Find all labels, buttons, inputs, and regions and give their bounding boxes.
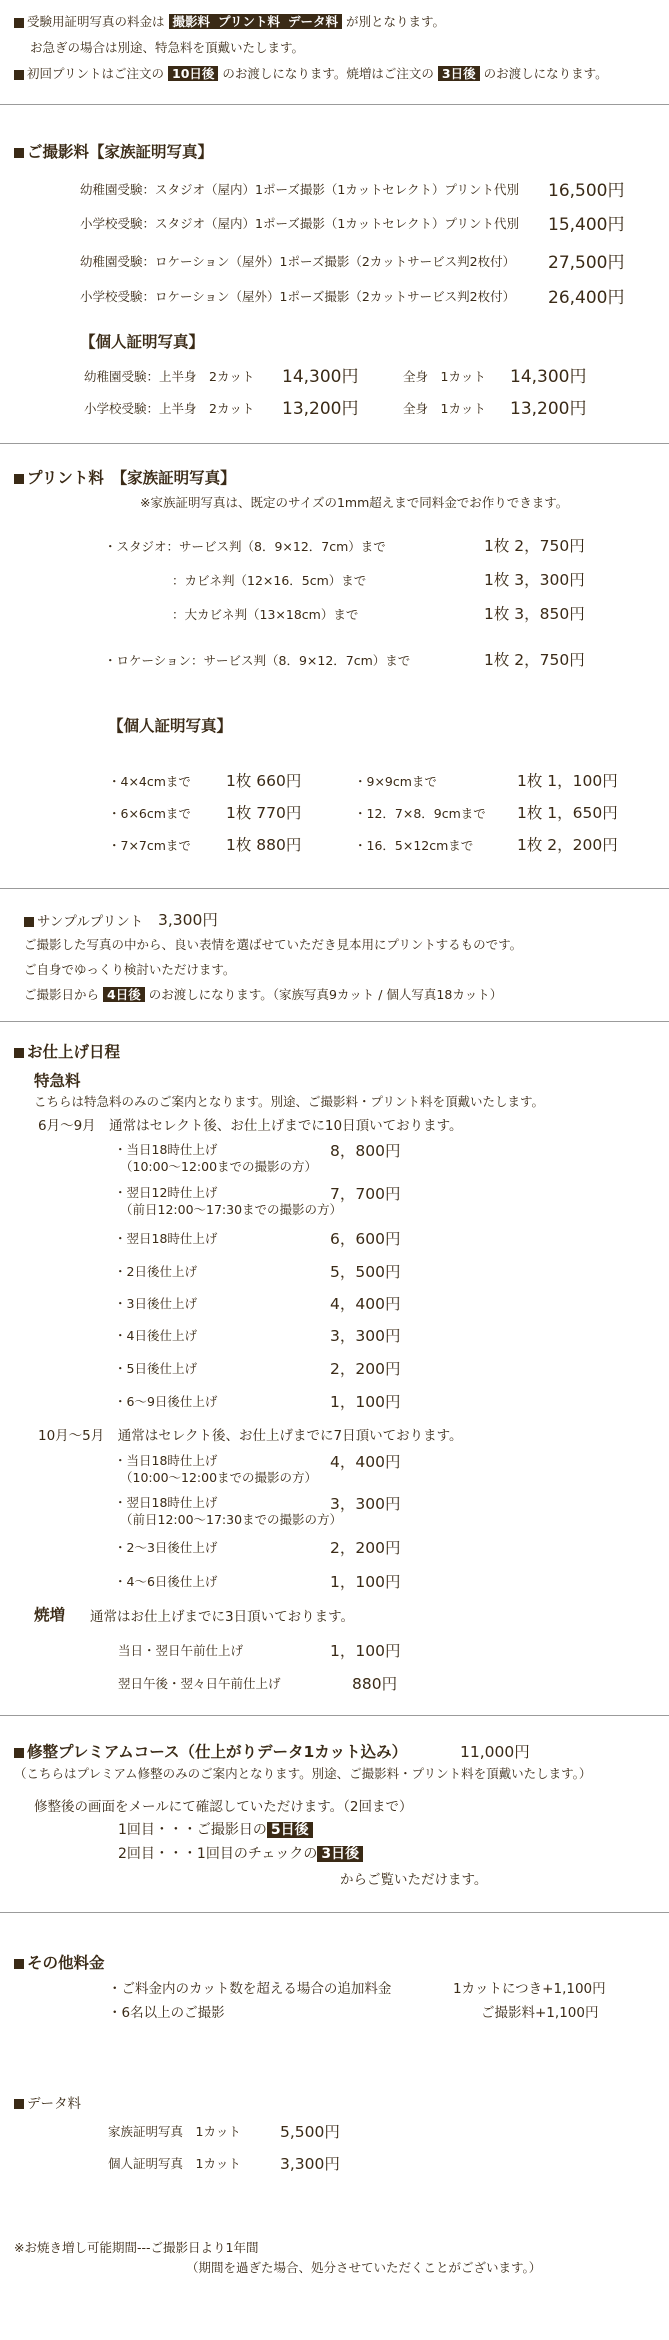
shooting-item: 小学校受験：ロケーション（屋外）1ポーズ撮影（2カットサービス判2枚付）: [80, 289, 516, 304]
other-price: 1カットにつき+1,100円: [453, 1981, 606, 1997]
winter-item: ・当日18時仕上げ: [114, 1453, 218, 1468]
shooting-price: 27,500円: [548, 253, 625, 273]
personal-shooting-price-2: 13,200円: [510, 399, 587, 419]
square-bullet-icon: [14, 474, 24, 484]
winter-price: 1，100円: [330, 1573, 401, 1591]
divider: [0, 888, 669, 889]
print-price: 1枚 3，300円: [484, 571, 585, 589]
summer-price: 7，700円: [330, 1185, 401, 1203]
personal-print-price: 1枚 770円: [226, 804, 302, 822]
personal-print-size: ・7×7cmまで: [108, 838, 191, 853]
summer-price: 8，800円: [330, 1142, 401, 1160]
square-bullet-icon: [24, 917, 34, 927]
section-title-schedule: お仕上げ日程: [14, 1040, 120, 1062]
personal-shooting-label-2: 全身 1カット: [403, 401, 486, 416]
reprint-price: 1，100円: [330, 1642, 401, 1660]
tag-4-days: 4日後: [103, 987, 145, 1002]
tag-10-days: 10日後: [168, 66, 218, 81]
summer-item: ・翌日12時仕上げ: [114, 1185, 218, 1200]
summer-item: ・当日18時仕上げ: [114, 1142, 218, 1157]
other-item: ・ご料金内のカット数を超える場合の追加料金: [108, 1981, 392, 1997]
print-item: ：カビネ判（12×16．5cm）まで: [172, 573, 367, 588]
personal-print-size-2: ・12．7×8．9cmまで: [354, 806, 486, 821]
summer-item: ・4日後仕上げ: [114, 1328, 197, 1343]
summer-item-note: （前日12:00～17:30までの撮影の方）: [120, 1202, 343, 1217]
reprint-item: 当日・翌日午前仕上げ: [118, 1643, 244, 1658]
footer-line-1: ※お焼き増し可能期間---ご撮影日より1年間: [14, 2240, 259, 2255]
summer-item: ・3日後仕上げ: [114, 1296, 197, 1311]
data-price: 3,300円: [280, 2155, 340, 2173]
personal-shooting-price: 13,200円: [282, 399, 359, 419]
print-price: 1枚 3，850円: [484, 605, 585, 623]
summer-price: 2，200円: [330, 1360, 401, 1378]
summer-item: ・5日後仕上げ: [114, 1361, 197, 1376]
subsection-title-personal-print: 【個人証明写真】: [108, 717, 233, 735]
summer-price: 5，500円: [330, 1263, 401, 1281]
summer-price: 6，600円: [330, 1230, 401, 1248]
shooting-price: 15,400円: [548, 215, 625, 235]
square-bullet-icon: [14, 148, 24, 158]
shooting-price: 26,400円: [548, 288, 625, 308]
sample-line-2: ご自身でゆっくり検討いただけます。: [24, 962, 236, 977]
personal-print-price: 1枚 880円: [226, 836, 302, 854]
print-price: 1枚 2，750円: [484, 651, 585, 669]
print-item: ・ロケーション：サービス判（8．9×12．7cm）まで: [104, 653, 411, 668]
reprint-note: 通常はお仕上げまでに3日頂いております。: [90, 1609, 355, 1625]
tag-5-days: 5日後: [267, 1822, 313, 1838]
print-note: ※家族証明写真は、既定のサイズの1mm超えまで同料金でお作りできます。: [140, 495, 569, 510]
winter-title: 10月～5月 通常はセレクト後、お仕上げまでに7日頂いております。: [38, 1428, 463, 1444]
print-price: 1枚 2，750円: [484, 537, 585, 555]
footer-line-2: （期間を過ぎた場合、処分させていただくことがございます。）: [186, 2260, 542, 2275]
premium-line-3: 2回目・・・1回目のチェックの 3日後: [118, 1843, 363, 1863]
intro-line-3: 初回プリントはご注文の 10日後 のお渡しになります。焼増はご注文の 3日後 のお渡しになります。: [14, 64, 608, 82]
winter-item-note: （10:00～12:00までの撮影の方）: [120, 1470, 318, 1485]
personal-print-price-2: 1枚 2，200円: [517, 836, 618, 854]
premium-note: （こちらはプレミアム修整のみのご案内となります。別途、ご撮影料・プリント料を頂戴いたします。）: [14, 1766, 592, 1781]
tag-3-days-check: 3日後: [317, 1846, 363, 1862]
divider: [0, 1021, 669, 1022]
personal-print-price: 1枚 660円: [226, 772, 302, 790]
summer-price: 1，100円: [330, 1393, 401, 1411]
square-bullet-icon: [14, 1748, 24, 1758]
divider: [0, 1715, 669, 1716]
personal-shooting-label: 小学校受験：上半身 2カット: [84, 401, 255, 416]
reprint-price: 880円: [352, 1675, 398, 1693]
shooting-item: 小学校受験：スタジオ（屋内）1ポーズ撮影（1カットセレクト）プリント代別: [80, 216, 520, 231]
personal-print-size-2: ・16．5×12cmまで: [354, 838, 474, 853]
summer-price: 4，400円: [330, 1295, 401, 1313]
divider: [0, 443, 669, 444]
section-title-premium: 修整プレミアムコース（仕上がりデータ1カット込み）: [14, 1740, 407, 1762]
winter-price: 2，200円: [330, 1539, 401, 1557]
sample-price: 3,300円: [158, 911, 218, 929]
section-title-shooting: ご撮影料【家族証明写真】: [14, 140, 213, 162]
shooting-price: 16,500円: [548, 181, 625, 201]
premium-price: 11,000円: [460, 1743, 530, 1761]
premium-line-1: 修整後の画面をメールにて確認していただけます。（2回まで）: [34, 1799, 413, 1815]
print-item: ・スタジオ：サービス判（8．9×12．7cm）まで: [104, 539, 386, 554]
summer-item: ・2日後仕上げ: [114, 1264, 197, 1279]
reprint-title: 焼増: [34, 1606, 66, 1624]
personal-print-size-2: ・9×9cmまで: [354, 774, 437, 789]
square-bullet-icon: [14, 1048, 24, 1058]
sample-line-1: ご撮影した写真の中から、良い表情を選ばせていただき見本用にプリントするものです。: [24, 937, 523, 952]
personal-shooting-label: 幼稚園受験：上半身 2カット: [84, 369, 255, 384]
tag-data-fee: データ料: [284, 14, 342, 29]
winter-price: 3，300円: [330, 1495, 401, 1513]
sample-title: サンプルプリント: [24, 910, 143, 930]
personal-print-size: ・6×6cmまで: [108, 806, 191, 821]
divider: [0, 104, 669, 105]
express-title: 特急料: [34, 1072, 81, 1090]
shooting-item: 幼稚園受験：スタジオ（屋内）1ポーズ撮影（1カットセレクト）プリント代別: [80, 182, 520, 197]
tag-3-days: 3日後: [438, 66, 480, 81]
summer-price: 3，300円: [330, 1327, 401, 1345]
tag-shooting-fee: 撮影料: [169, 14, 215, 29]
summer-item: ・翌日18時仕上げ: [114, 1231, 218, 1246]
personal-shooting-price: 14,300円: [282, 367, 359, 387]
winter-item: ・4～6日後仕上げ: [114, 1574, 218, 1589]
summer-item: ・6～9日後仕上げ: [114, 1394, 218, 1409]
personal-print-size: ・4×4cmまで: [108, 774, 191, 789]
subsection-title-personal: 【個人証明写真】: [80, 333, 205, 351]
winter-item: ・2～3日後仕上げ: [114, 1540, 218, 1555]
personal-print-price-2: 1枚 1，100円: [517, 772, 618, 790]
data-item: 個人証明写真 1カット: [108, 2156, 241, 2171]
other-price: ご撮影料+1,100円: [481, 2005, 599, 2021]
data-price: 5,500円: [280, 2123, 340, 2141]
summer-item-note: （10:00～12:00までの撮影の方）: [120, 1159, 318, 1174]
express-note: こちらは特急料のみのご案内となります。別途、ご撮影料・プリント料を頂戴いたします。: [34, 1094, 545, 1109]
summer-title: 6月～9月 通常はセレクト後、お仕上げまでに10日頂いております。: [38, 1118, 463, 1134]
section-title-data: データ料: [14, 2092, 81, 2112]
square-bullet-icon: [14, 1959, 24, 1969]
tag-print-fee: プリント料: [214, 14, 284, 29]
section-title-other: その他料金: [14, 1951, 105, 1973]
premium-line-2: 1回目・・・ご撮影日の 5日後: [118, 1819, 313, 1839]
square-bullet-icon: [14, 18, 24, 28]
data-item: 家族証明写真 1カット: [108, 2124, 241, 2139]
reprint-item: 翌日午後・翌々日午前仕上げ: [118, 1676, 281, 1691]
personal-shooting-label-2: 全身 1カット: [403, 369, 486, 384]
sample-line-3: ご撮影日から 4日後 のお渡しになります。（家族写真9カット / 個人写真18カット）: [24, 987, 503, 1002]
winter-item: ・翌日18時仕上げ: [114, 1495, 218, 1510]
premium-line-4: からご覧いただけます。: [340, 1872, 488, 1888]
intro-line-1: 受験用証明写真の料金は 撮影料 プリント料 データ料 が別となります。: [14, 12, 445, 30]
winter-price: 4，400円: [330, 1453, 401, 1471]
section-title-print: プリント料 【家族証明写真】: [14, 466, 236, 488]
other-item: ・6名以上のご撮影: [108, 2005, 225, 2021]
square-bullet-icon: [14, 70, 24, 80]
intro-line-2: お急ぎの場合は別途、特急料を頂戴いたします。: [30, 40, 305, 55]
square-bullet-icon: [14, 2099, 24, 2109]
winter-item-note: （前日12:00～17:30までの撮影の方）: [120, 1512, 343, 1527]
personal-print-price-2: 1枚 1，650円: [517, 804, 618, 822]
divider: [0, 1912, 669, 1913]
shooting-item: 幼稚園受験：ロケーション（屋外）1ポーズ撮影（2カットサービス判2枚付）: [80, 254, 516, 269]
personal-shooting-price-2: 14,300円: [510, 367, 587, 387]
print-item: ：大カビネ判（13×18cm）まで: [172, 607, 359, 622]
